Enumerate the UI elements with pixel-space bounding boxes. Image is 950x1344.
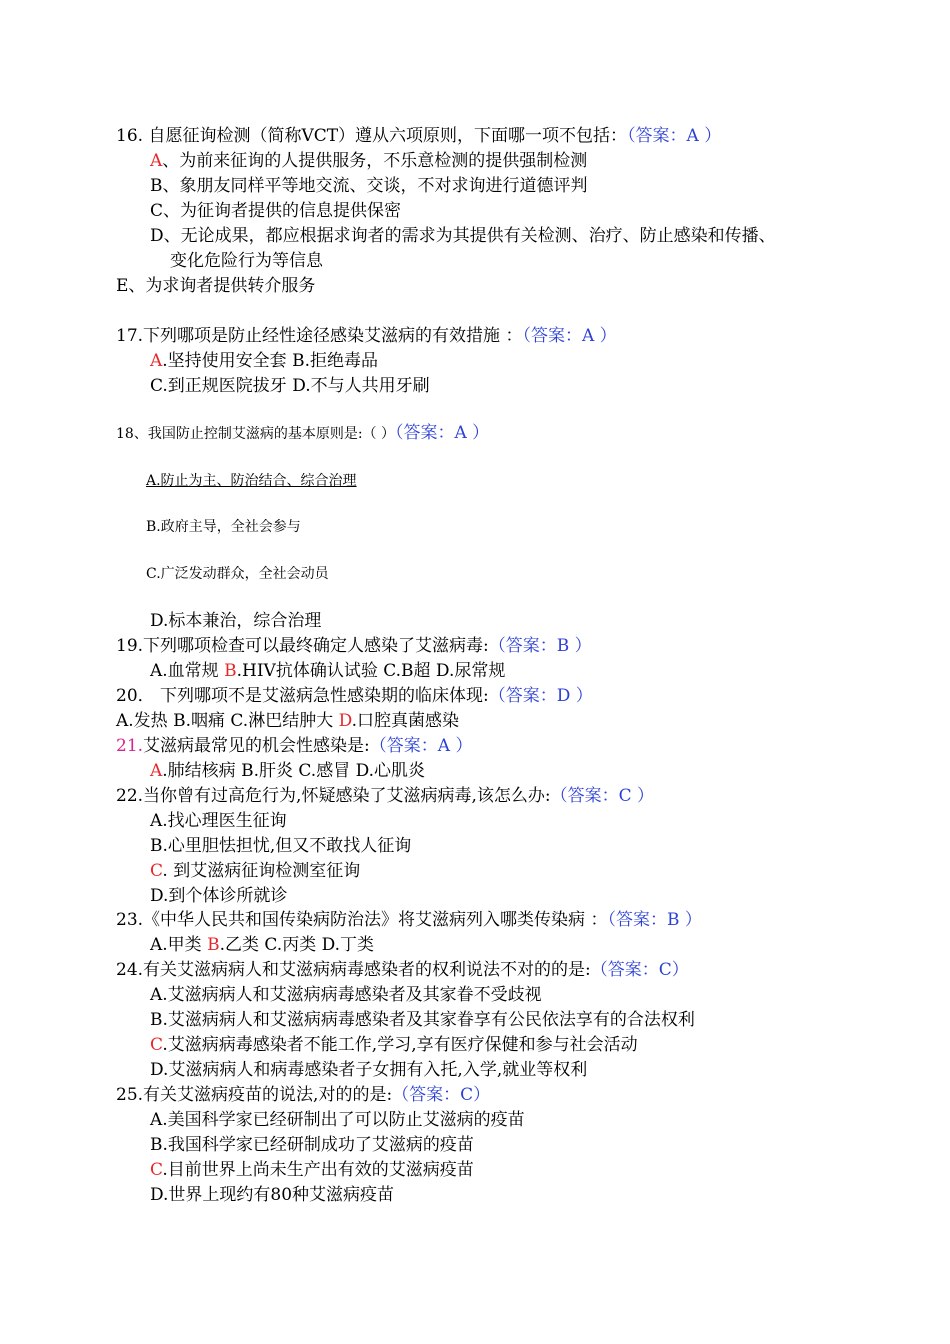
q22-answer: （答案：C ） [550, 786, 654, 806]
q24-option-b: B.艾滋病病人和艾滋病病毒感染者及其家眷享有公民依法享有的合法权利 [150, 1010, 695, 1030]
q21-options: A.肺结核病 B.肝炎 C.感冒 D.心肌炎 [150, 761, 426, 781]
q16-option-b: B、象朋友同样平等地交流、交谈，不对求询进行道德评判 [150, 176, 588, 196]
q25-stem: 25.有关艾滋病疫苗的说法,对的的是:（答案：C） [116, 1085, 491, 1105]
q18-option-a: A.防止为主、防治结合、综合治理 [146, 473, 357, 489]
q24-option-c: C.艾滋病病毒感染者不能工作,学习,享有医疗保健和参与社会活动 [150, 1035, 638, 1055]
q25-option-a: A.美国科学家已经研制出了可以防止艾滋病的疫苗 [150, 1110, 525, 1130]
q22-option-d: D.到个体诊所就诊 [150, 886, 288, 906]
q19-answer: （答案：B ） [488, 636, 592, 656]
q18-stem: 18、我国防止控制艾滋病的基本原则是:（ ）（答案：A ） [116, 423, 490, 443]
q23-answer: （答案：B ） [607, 910, 702, 930]
q20-answer: （答案：D ） [488, 686, 593, 706]
q20-options: A.发热 B.咽痛 C.淋巴结肿大 D.口腔真菌感染 [116, 711, 460, 731]
q25-option-c: C.目前世界上尚未生产出有效的艾滋病疫苗 [150, 1160, 474, 1180]
q17-answer: （答案：A ） [522, 326, 617, 346]
q16-stem: 16. 自愿征询检测（简称VCT）遵从六项原则，下面哪一项不包括：（答案：A ） [116, 126, 722, 146]
q25-option-d: D.世界上现约有80种艾滋病疫苗 [150, 1185, 395, 1205]
q20-stem: 20． 下列哪项不是艾滋病急性感染期的临床体现:（答案：D ） [116, 686, 593, 706]
q22-option-a: A.找心理医生征询 [150, 811, 287, 831]
q22-option-b: B.心里胆怯担忧,但又不敢找人征询 [150, 836, 412, 856]
q18-option-b: B.政府主导，全社会参与 [146, 519, 301, 535]
q24-answer: （答案：C） [590, 960, 689, 980]
q17-stem: 17.下列哪项是防止经性途径感染艾滋病的有效措施 ：（答案：A ） [116, 326, 617, 346]
q22-stem: 22.当你曾有过高危行为,怀疑感染了艾滋病病毒,该怎么办:（答案：C ） [116, 786, 654, 806]
q22-option-c: C. 到艾滋病征询检测室征询 [150, 861, 361, 881]
q25-answer: （答案：C） [392, 1085, 491, 1105]
q24-stem: 24.有关艾滋病病人和艾滋病病毒感染者的权利说法不对的的是:（答案：C） [116, 960, 689, 980]
q18-option-d: D.标本兼治，综合治理 [150, 611, 322, 631]
q17-options-1: A.坚持使用安全套 B.拒绝毒品 [150, 351, 378, 371]
q16-option-c: C、为征询者提供的信息提供保密 [150, 201, 402, 221]
q24-option-a: A.艾滋病病人和艾滋病病毒感染者及其家眷不受歧视 [150, 985, 542, 1005]
q19-stem: 19.下列哪项检查可以最终确定人感染了艾滋病毒:（答案：B ） [116, 636, 592, 656]
q17-options-2: C.到正规医院拔牙 D.不与人共用牙刷 [150, 376, 430, 396]
q24-option-d: D.艾滋病病人和病毒感染者子女拥有入托,入学,就业等权利 [150, 1060, 588, 1080]
q21-answer: （答案：A ） [369, 736, 473, 756]
q16-option-d-cont: 变化危险行为等信息 [170, 251, 323, 271]
q25-option-b: B.我国科学家已经研制成功了艾滋病的疫苗 [150, 1135, 474, 1155]
q23-stem: 23.《中华人民共和国传染病防治法》将艾滋病列入哪类传染病 ：（答案：B ） [116, 910, 702, 930]
q16-option-e: E、为求询者提供转介服务 [116, 276, 316, 296]
q16-option-a: A、为前来征询的人提供服务，不乐意检测的提供强制检测 [150, 151, 588, 171]
q16-option-d: D、无论成果，都应根据求询者的需求为其提供有关检测、治疗、防止感染和传播、 [150, 226, 776, 246]
q19-options: A.血常规 B.HIV抗体确认试验 C.B超 D.尿常规 [150, 661, 506, 681]
q21-stem: 21.艾滋病最常见的机会性感染是:（答案：A ） [116, 736, 473, 756]
q18-answer: （答案：A ） [394, 423, 490, 443]
q23-options: A.甲类 B.乙类 C.丙类 D.丁类 [150, 935, 375, 955]
q18-option-c: C.广泛发动群众，全社会动员 [146, 566, 329, 582]
q16-answer: （答案：A ） [627, 126, 722, 146]
